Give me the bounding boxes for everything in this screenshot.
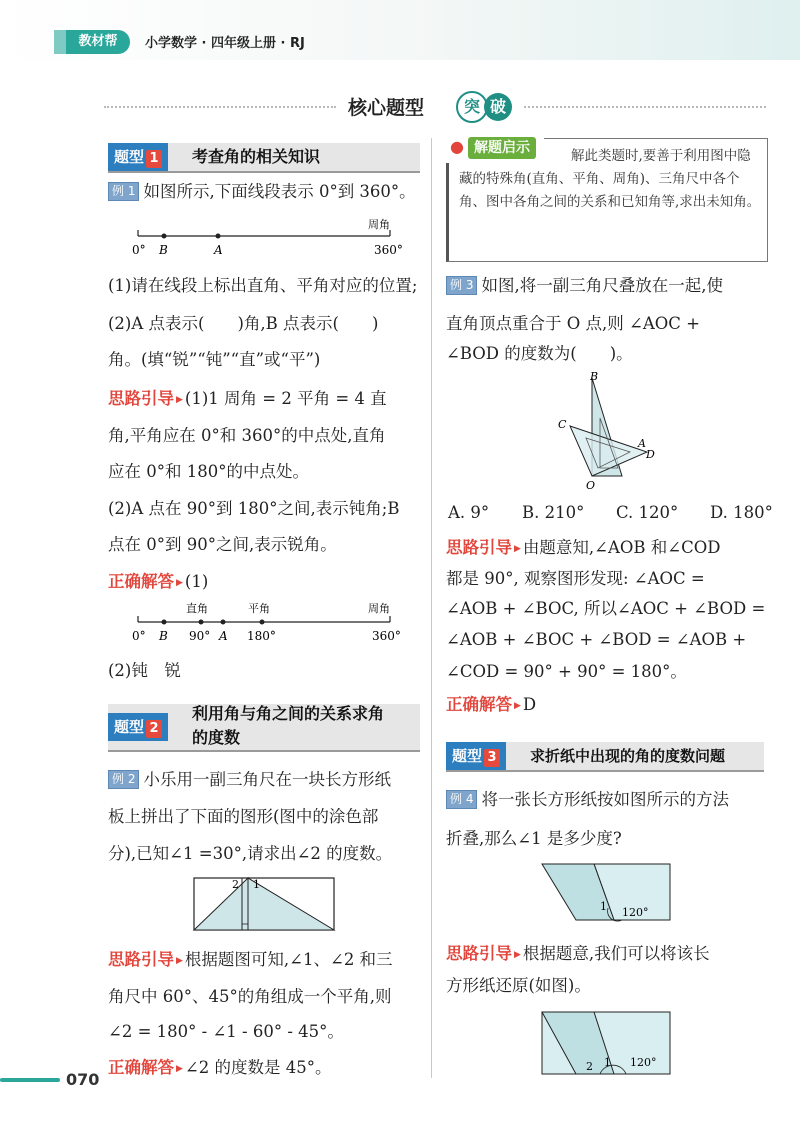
- example3-answer-line: 正确解答 ▶ D: [446, 695, 537, 714]
- example3-guide-line5: ∠COD = 90° + 90° = 180°。: [446, 662, 687, 681]
- type1-guide-line1: 思路引导 ▶ (1)1 周角 = 2 平角 = 4 直: [108, 389, 387, 408]
- figure-folded-paper: [536, 856, 676, 924]
- type3-tag: 题型 3: [446, 742, 506, 770]
- type2-answer-line: 正确解答 ▶ ∠2 的度数是 45°。: [108, 1058, 332, 1077]
- divider-right: [524, 106, 766, 108]
- type2-tag: 题型 2: [108, 713, 168, 741]
- figure-set-squares: [552, 368, 662, 494]
- example4-line1: 例 4 将一张长方形纸按如图所示的方法: [446, 787, 729, 812]
- triangle-icon: ▶: [176, 956, 183, 966]
- type2-guide-line2: 角尺中 60°、45°的角组成一个平角,则: [108, 987, 392, 1006]
- page-number: 070: [66, 1070, 100, 1089]
- figure-line-segment-2: [128, 600, 412, 648]
- hint-box: [446, 138, 768, 262]
- answer-label: 正确解答: [446, 695, 512, 714]
- type2-q-line1: 例 2 小乐用一副三角尺在一块长方形纸: [108, 767, 391, 792]
- type1-answer-line: 正确解答 ▶ (1): [108, 572, 209, 591]
- example3-guide-line3: ∠AOB + ∠BOC, 所以∠AOC + ∠BOD =: [446, 599, 766, 618]
- triangle-icon: ▶: [176, 395, 183, 405]
- type2-guide-line1: 思路引导 ▶ 根据题图可知,∠1、∠2 和三: [108, 950, 393, 969]
- label-zhoujiao: 周角: [368, 602, 390, 615]
- type1-answer2: (2)钝 锐: [108, 661, 181, 680]
- type1-guide-line5: 点在 0°到 90°之间,表示锐角。: [108, 535, 337, 554]
- type3-title: 求折纸中出现的角的度数问题: [530, 747, 726, 765]
- label-a: A: [219, 629, 228, 643]
- section-banner: [338, 89, 524, 123]
- label-zhijiao: 直角: [186, 602, 208, 615]
- angle-120-label: 120°: [622, 906, 649, 919]
- point-b: [162, 620, 167, 625]
- example3-line3: ∠BOD 的度数为( )。: [446, 344, 633, 363]
- triangle-30-60: [248, 878, 334, 930]
- triangle-icon: ▶: [514, 950, 521, 960]
- label-b: B: [159, 629, 168, 643]
- point-90: [199, 620, 204, 625]
- point-a: [216, 234, 221, 239]
- guide-label: 思路引导: [108, 950, 174, 969]
- label-90: 90°: [189, 629, 211, 643]
- example4-guide-line2: 方形纸还原(如图)。: [446, 976, 591, 995]
- example4-line2: 折叠,那么∠1 是多少度?: [446, 829, 622, 848]
- type1-q1: (1)请在线段上标出直角、平角对应的位置;: [108, 276, 418, 295]
- type2-guide-line3: ∠2 = 180° - ∠1 - 60° - 45°。: [108, 1022, 344, 1041]
- example3-line1: 例 3 如图,将一副三角尺叠放在一起,使: [446, 273, 723, 298]
- location-pin-icon: ●: [450, 137, 464, 156]
- option-d: D. 180°: [710, 503, 773, 522]
- point-b: [162, 234, 167, 239]
- angle-2-label: 2: [232, 878, 239, 891]
- guide-label: 思路引导: [446, 538, 512, 557]
- angle-2-label: 2: [586, 1060, 593, 1073]
- example3-guide-line2: 都是 90°, 观察图形发现: ∠AOC =: [446, 569, 705, 588]
- type2-bar: [108, 704, 420, 752]
- triangle-icon: ▶: [176, 578, 183, 588]
- section-badge-2: 破: [484, 93, 512, 121]
- example3-guide-line1: 思路引导 ▶ 由题意知,∠AOB 和∠COD: [446, 538, 721, 557]
- divider-left: [104, 106, 336, 108]
- type1-q2b: 角。(填“锐”“钝”“直”或“平”): [108, 350, 321, 369]
- triangle-icon: ▶: [176, 1064, 183, 1074]
- angle-120-label: 120°: [630, 1056, 657, 1069]
- label-o: O: [586, 479, 596, 492]
- example3-badge: 例 3: [446, 276, 477, 295]
- type1-bar: [108, 143, 420, 173]
- type2-q-line3: 分),已知∠1 =30°,请求出∠2 的度数。: [108, 844, 393, 863]
- figure-triangles-rectangle: [190, 872, 340, 936]
- type2-title-line1: 利用角与角之间的关系求角: [192, 704, 385, 723]
- example3-guide-line4: ∠AOB + ∠BOC + ∠BOD = ∠AOB +: [446, 630, 747, 649]
- label-zhoujiao: 周角: [368, 218, 390, 231]
- triangle-icon: ▶: [514, 701, 521, 711]
- label-zero: 0°: [132, 629, 146, 643]
- guide-label: 思路引导: [446, 944, 512, 963]
- example2-badge: 例 2: [108, 770, 139, 789]
- label-zero: 0°: [132, 243, 146, 257]
- type2-q-line2: 板上拼出了下面的图形(图中的涂色部: [108, 807, 379, 826]
- brand-label: 教材帮: [66, 30, 130, 54]
- figure-line-segment-1: [128, 216, 408, 262]
- label-180: 180°: [247, 629, 276, 643]
- answer-label: 正确解答: [108, 1058, 174, 1077]
- label-a: A: [638, 437, 646, 450]
- section-title: 核心题型: [348, 97, 425, 119]
- option-a: A. 9°: [448, 503, 490, 522]
- type1-guide-line3: 应在 0°和 180°的中点处。: [108, 462, 309, 481]
- angle-1-label: 1: [600, 900, 607, 913]
- angle-1-label: 1: [253, 878, 260, 891]
- type1-guide-line4: (2)A 点在 90°到 180°之间,表示钝角;B: [108, 499, 400, 518]
- page-bar: [0, 1078, 60, 1082]
- point-180: [260, 620, 265, 625]
- example1-badge: 例 1: [108, 182, 139, 201]
- type1-title: 考查角的相关知识: [192, 147, 321, 166]
- subject-title: 小学数学 · 四年级上册 · RJ: [145, 36, 305, 51]
- type1-guide-line2: 角,平角应在 0°和 360°的中点处,直角: [108, 426, 386, 445]
- point-a: [221, 620, 226, 625]
- example4-guide-line1: 思路引导 ▶ 根据题意,我们可以将该长: [446, 944, 710, 963]
- option-c: C. 120°: [616, 503, 679, 522]
- figure-restored-paper: [536, 1006, 676, 1078]
- option-b: B. 210°: [522, 503, 585, 522]
- label-d: D: [646, 448, 655, 461]
- label-a: A: [214, 243, 223, 257]
- type1-q2a: (2)A 点表示( )角,B 点表示( ): [108, 314, 379, 333]
- example3-line2: 直角顶点重合于 O 点,则 ∠AOC +: [446, 314, 700, 333]
- label-360: 360°: [374, 243, 403, 257]
- hint-tag: [446, 137, 544, 163]
- type1-tag: 题型 1: [108, 143, 168, 171]
- triangle-45: [194, 878, 248, 930]
- type2-title-line2: 的度数: [192, 728, 241, 747]
- label-b: B: [159, 243, 168, 257]
- label-b: B: [590, 370, 599, 383]
- label-pingjiao: 平角: [248, 602, 270, 615]
- answer-label: 正确解答: [108, 572, 174, 591]
- angle-1-label: 1: [604, 1056, 611, 1069]
- section-badge-1: 突: [456, 91, 488, 123]
- label-360: 360°: [372, 629, 401, 643]
- label-c: C: [558, 418, 567, 431]
- example1-question: 例 1 如图所示,下面线段表示 0°到 360°。: [108, 179, 416, 204]
- example4-badge: 例 4: [446, 790, 477, 809]
- triangle-icon: ▶: [514, 544, 521, 554]
- column-divider: [431, 138, 432, 1078]
- hint-text: 解此类题时,要善于利用图中隐藏的特殊角(直角、平角、周角)、三角尺中各个角、图中各角之间的关系和已知角等,求出未知角。: [459, 148, 761, 210]
- guide-label: 思路引导: [108, 389, 174, 408]
- type3-bar: [446, 742, 764, 772]
- hint-label: 解题启示: [468, 137, 536, 159]
